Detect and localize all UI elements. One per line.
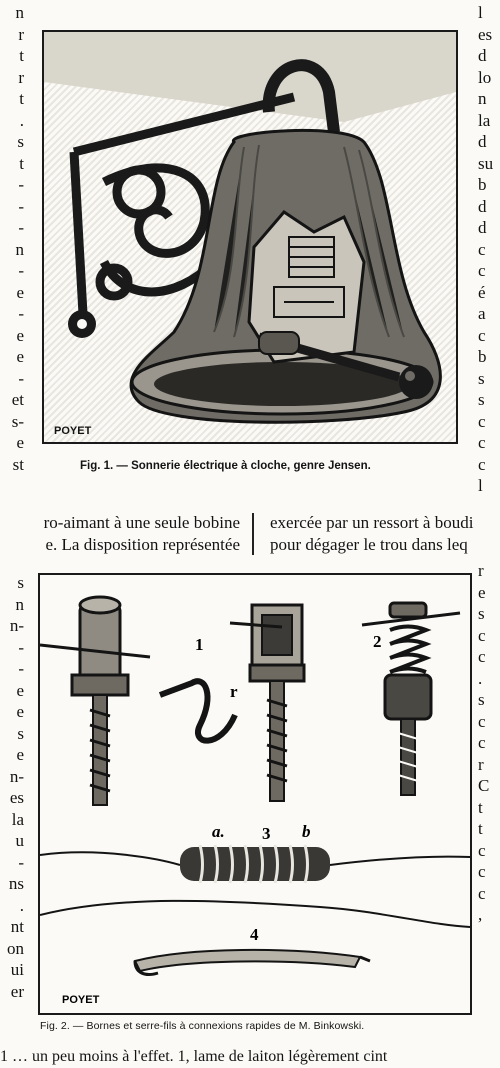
column-fragment-line: - xyxy=(18,659,24,678)
column-fragment-line: e xyxy=(16,282,24,302)
column-fragment-line: c xyxy=(478,883,486,903)
column-fragment-line: c xyxy=(478,647,486,666)
figure-1-caption: Fig. 1. — Sonnerie électrique à cloche, genre Jensen. xyxy=(80,460,371,472)
body-text-right-line-2: pour dégager le trou dans leq xyxy=(270,535,468,554)
column-fragment-line: es xyxy=(478,24,493,44)
figure-2-label-b: b xyxy=(302,822,311,841)
figure-2-label-a: a. xyxy=(212,822,225,841)
column-fragment-line: c xyxy=(478,261,486,280)
column-divider xyxy=(252,513,254,555)
column-fragment-line: c xyxy=(478,239,486,259)
column-fragment-line: c xyxy=(478,840,486,860)
figure-2-label-2: 2 xyxy=(373,632,382,651)
column-fragment-line: . xyxy=(478,668,483,688)
column-fragment-line: s xyxy=(478,604,485,623)
column-fragment-line: - xyxy=(18,261,24,280)
column-fragment-line: e xyxy=(16,702,24,721)
clip-r xyxy=(160,681,235,740)
column-fragment-line: e xyxy=(16,325,24,345)
column-fragment-line: e xyxy=(16,433,24,452)
column-fragment-line: n xyxy=(15,239,24,259)
column-fragment-line: e xyxy=(16,680,24,700)
column-fragment-line: ui xyxy=(10,960,24,979)
serre-fil-3 xyxy=(40,845,470,883)
column-fragment-line: a xyxy=(478,304,486,323)
column-fragment-line: on xyxy=(7,938,24,958)
column-fragment-line: c xyxy=(478,433,486,452)
column-fragment-line: n xyxy=(15,594,24,614)
column-fragment-line: e xyxy=(16,347,24,366)
column-fragment-line: - xyxy=(18,304,24,323)
figure-2-caption: Fig. 2. — Bornes et serre-fils à connexions rapides de M. Binkowski. xyxy=(40,1020,365,1032)
column-fragment-line: - xyxy=(18,637,24,657)
column-fragment-line: c xyxy=(478,711,486,731)
column-fragment-line: d xyxy=(478,46,487,65)
column-fragment-line: - xyxy=(18,218,24,237)
column-fragment-line: n- xyxy=(9,766,24,786)
bell-hammer xyxy=(399,365,433,399)
body-text-right-line-1: exercée par un ressort à boudi xyxy=(270,513,474,532)
column-fragment-line: c xyxy=(478,625,486,645)
figure-2-signature: POYET xyxy=(62,994,100,1006)
right-column-fragment-top xyxy=(478,2,500,497)
figure-1-signature: POYET xyxy=(54,425,92,437)
figure-2-label-4: 4 xyxy=(250,925,259,944)
column-fragment-line: c xyxy=(478,411,486,431)
column-fragment-line: n xyxy=(478,89,487,108)
column-fragment-line: b xyxy=(478,347,487,366)
column-fragment-line: - xyxy=(18,368,24,388)
figure-1-bell-illustration xyxy=(42,30,458,444)
column-fragment-line: t xyxy=(19,89,24,108)
column-fragment-line: t xyxy=(478,819,483,838)
terminal-post-left xyxy=(40,597,150,805)
column-fragment-line: c xyxy=(478,862,486,881)
column-fragment-line: e xyxy=(478,582,486,602)
column-fragment-line: r xyxy=(18,24,24,44)
body-text-left-line-2: e. La disposition représentée xyxy=(45,535,240,554)
column-fragment-line: s xyxy=(17,132,24,151)
column-fragment-line: et xyxy=(11,390,24,409)
column-fragment-line: l xyxy=(478,476,483,495)
column-fragment-line: ns xyxy=(8,874,24,893)
figure-2-label-3: 3 xyxy=(262,824,271,843)
column-fragment-line: c xyxy=(478,454,486,474)
column-fragment-line: - xyxy=(18,196,24,216)
body-text-left-line-1: ro-aimant à une seule bobine xyxy=(43,513,240,532)
body-text-bottom-line: 1 … un peu moins à l'effet. 1, lame de laiton légèrement cint xyxy=(0,1048,388,1065)
column-fragment-line: su xyxy=(478,153,494,173)
figure-2-terminals-illustration xyxy=(38,573,472,1015)
column-fragment-line: er xyxy=(10,981,24,1001)
column-fragment-line: , xyxy=(478,905,483,924)
column-fragment-line: s xyxy=(478,368,485,388)
figure-2-label-r: r xyxy=(230,682,238,701)
column-fragment-line: c xyxy=(478,325,486,345)
terminal-post-center xyxy=(230,605,304,801)
right-column-fragment-bottom xyxy=(478,560,500,926)
column-fragment-line: c xyxy=(478,733,486,752)
column-fragment-line: t xyxy=(19,153,24,173)
column-fragment-line: la xyxy=(11,809,24,829)
column-fragment-line: n- xyxy=(9,616,24,635)
column-fragment-line: s- xyxy=(11,411,24,431)
column-fragment-line: b xyxy=(478,175,487,194)
column-fragment-line: é xyxy=(478,282,486,302)
column-fragment-line: . xyxy=(19,895,24,915)
column-fragment-line: nt xyxy=(10,917,24,936)
column-fragment-line: d xyxy=(478,196,487,216)
column-fragment-line: d xyxy=(478,218,487,237)
column-fragment-line: l xyxy=(478,3,483,22)
column-fragment-line: s xyxy=(17,723,24,743)
column-fragment-line: t xyxy=(478,797,483,817)
column-fragment-line: d xyxy=(478,132,487,151)
column-fragment-line: C xyxy=(478,776,490,795)
column-fragment-line: s xyxy=(478,690,485,709)
column-fragment-line: - xyxy=(18,175,24,194)
column-fragment-line: n xyxy=(15,3,24,22)
column-fragment-line: r xyxy=(478,754,484,774)
column-fragment-line: st xyxy=(12,454,24,474)
column-fragment-line: lo xyxy=(478,67,492,87)
column-fragment-line: r xyxy=(478,561,484,580)
column-fragment-line: - xyxy=(18,852,24,872)
column-fragment-line: u xyxy=(15,831,24,850)
column-fragment-line: la xyxy=(478,110,491,130)
column-fragment-line: t xyxy=(19,46,24,65)
figure-2-label-1: 1 xyxy=(195,635,204,654)
left-column-fragment-bottom xyxy=(4,572,24,1002)
column-fragment-line: s xyxy=(17,573,24,592)
column-fragment-line: es xyxy=(9,788,24,807)
column-fragment-line: s xyxy=(478,390,485,409)
column-fragment-line: e xyxy=(16,745,24,764)
column-fragment-line: r xyxy=(18,67,24,87)
column-fragment-line: . xyxy=(19,110,24,130)
left-column-fragment-top xyxy=(4,2,24,475)
